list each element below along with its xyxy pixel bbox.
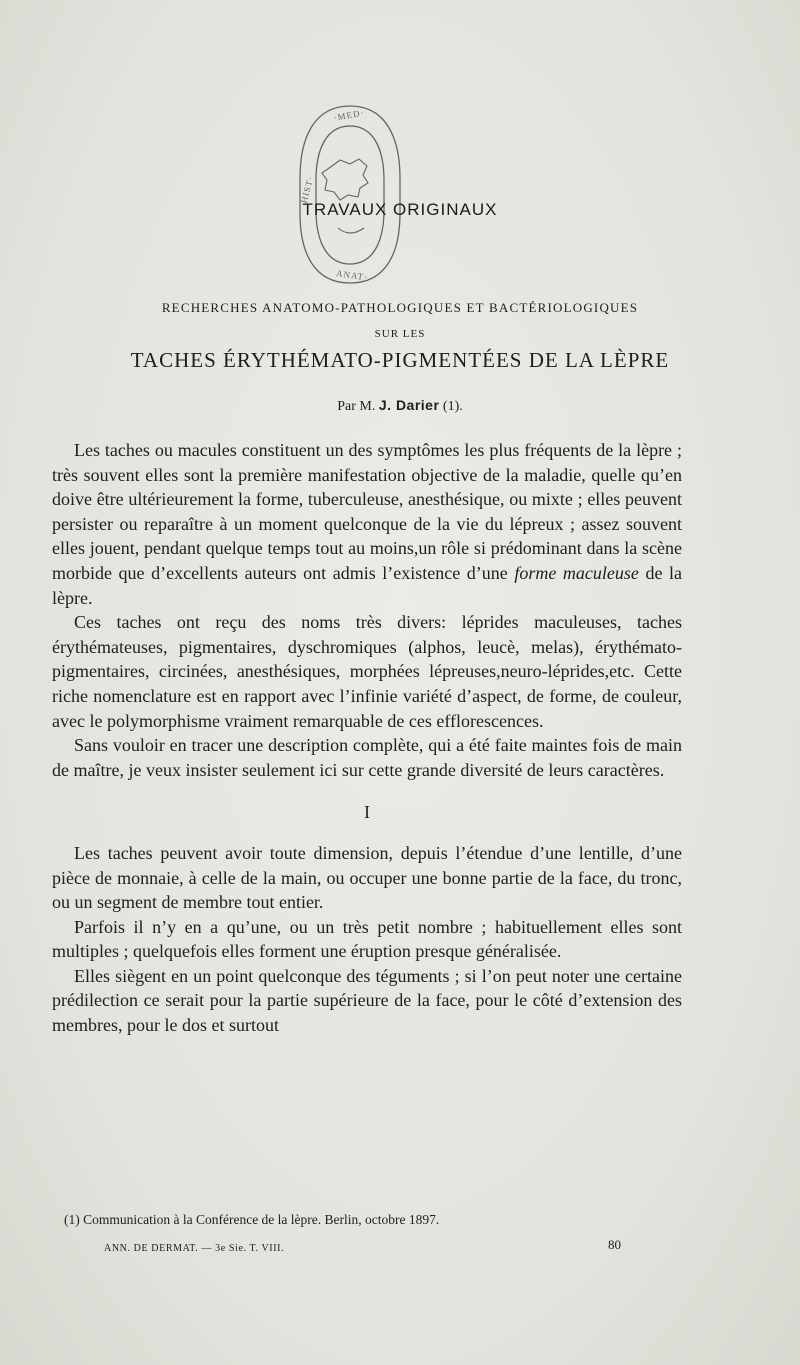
author-prefix: Par M. xyxy=(337,399,376,414)
svg-text:ANAT·: ANAT· xyxy=(335,268,369,283)
section-numeral: I xyxy=(364,802,370,823)
paragraph: Elles siègent en un point quelconque des téguments ; si l’on peut noter une certaine prédilection ce serait pour la partie supérieure de la face, pour le côté d’extension des membres, pour le dos et surtout xyxy=(52,965,682,1036)
article-title: TACHES ÉRYTHÉMATO-PIGMENTÉES DE LA LÈPRE xyxy=(130,348,670,372)
library-stamp xyxy=(288,88,413,303)
paragraph: Ces taches ont reçu des noms très divers: léprides maculeuses, taches érythémateuses, pigmentaires, dyschromiques (alphos, leucè, melas), érythémato-pigmentaires, circinées, anesthésiques, morphées lépreuses,neuro-léprides,etc. Cette riche nomenclature est en rapport avec l’infinie variété d’aspect, de forme, de couleur, avec le polymorphisme vraiment remarquable de ces efflorescences. xyxy=(52,612,682,731)
article-subtitle: RECHERCHES ANATOMO-PATHOLOGIQUES ET BACTÉRIOLOGIQUES xyxy=(161,300,639,315)
svg-text:HIST·: HIST· xyxy=(298,174,316,205)
section-header: TRAVAUX ORIGINAUX xyxy=(302,200,498,219)
footnote: (1) Communication à la Conférence de la lèpre. Berlin, octobre 1897. xyxy=(64,1212,440,1227)
article-body xyxy=(52,438,682,1038)
author-name: J. Darier xyxy=(378,397,440,413)
paragraph: Sans vouloir en tracer une description complète, qui a été faite maintes fois de main de maître, je veux insister seulement ici sur cette grande diversité de leurs caractères. xyxy=(52,735,682,780)
author-line xyxy=(0,397,800,415)
paragraph: Parfois il n’y en a qu’une, ou un très petit nombre ; habituellement elles sont multiples ; quelquefois elles forment une éruption presque généralisée. xyxy=(52,916,682,962)
author-footnote-ref: (1). xyxy=(442,399,463,414)
title-connector: SUR LES xyxy=(374,328,426,340)
page-number: 80 xyxy=(608,1237,621,1252)
paragraph xyxy=(52,438,682,610)
journal-reference: ANN. DE DERMAT. — 3e Sie. T. VIII. xyxy=(104,1243,285,1254)
paragraph-text: de la lèpre. xyxy=(52,562,682,608)
paragraph: Les taches peuvent avoir toute dimension, depuis l’étendue d’une lentille, d’une pièce de monnaie, à celle de la main, ou occuper une bonne partie de la face, du tronc, ou un segment de membre tout entier. xyxy=(52,842,682,913)
emphasis: forme maculeuse xyxy=(514,562,639,583)
paragraph-text: Les taches ou macules constituent un des symptômes les plus fréquents de la lèpre ; très souvent elles sont la première manifestation objective de la maladie, quelle qu’en doive être ultérieurement la forme, tuberculeuse, anesthésique, ou mixte ; elles peuvent persister ou reparaître à un moment quelconque de la vie du lépreux ; assez souvent elles jouent, pendant quelque temps tout au moins,un rôle si prédominant dans la scène morbide que d’excellents auteurs ont admis l’existence d’une xyxy=(52,440,682,583)
svg-text:·MED·: ·MED· xyxy=(332,107,366,123)
